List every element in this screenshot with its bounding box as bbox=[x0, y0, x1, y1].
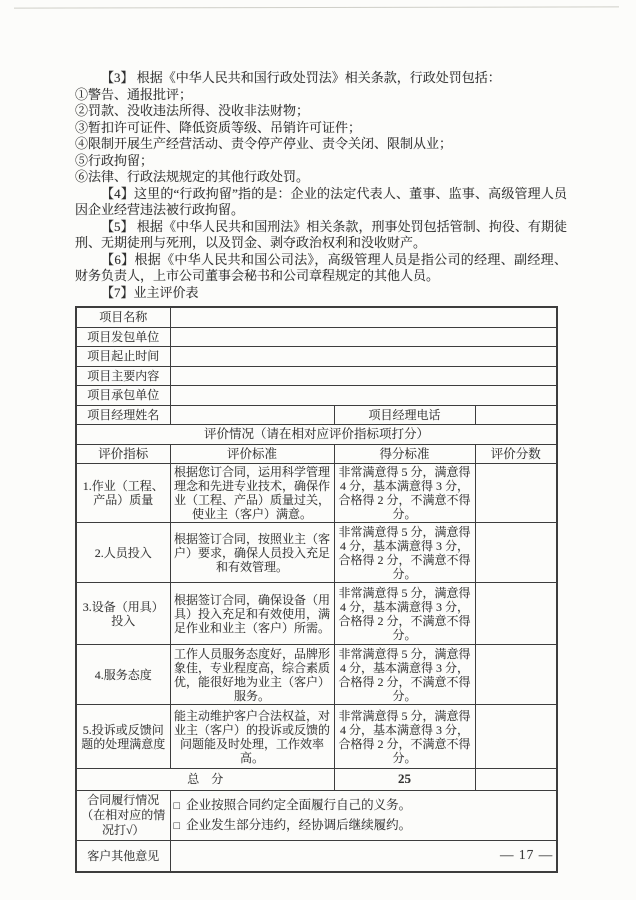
project-contractor-label: 项目承包单位 bbox=[76, 386, 170, 406]
page-number: — 17 — bbox=[500, 847, 554, 862]
scan-artifact-line bbox=[14, 6, 619, 8]
criteria-row-personnel bbox=[76, 523, 557, 583]
performance-option-2-text: 企业发生部分违约，经协调后继续履约。 bbox=[186, 817, 412, 832]
note-item-7-table-title: 【7】业主评价表 bbox=[101, 284, 199, 300]
col-header-score: 评价分数 bbox=[475, 444, 557, 464]
scoring-equipment: 非常满意得 5 分，满意得 4 分，基本满意得 3 分，合格得 2 分，不满意不得分。 bbox=[334, 583, 475, 645]
indicator-service: 4.服务态度 bbox=[76, 645, 170, 705]
score-cell-personnel bbox=[475, 523, 557, 583]
criteria-row-service bbox=[76, 645, 557, 705]
score-cell-equipment bbox=[475, 583, 557, 645]
evaluation-section-title: 评价情况（请在相对应评价指标项打分） bbox=[76, 425, 557, 445]
manager-phone-label: 项目经理电话 bbox=[334, 405, 475, 425]
project-issuer-label: 项目发包单位 bbox=[76, 327, 170, 347]
scoring-personnel: 非常满意得 5 分，满意得 4 分，基本满意得 3 分，合格得 2 分，不满意不得分。 bbox=[334, 523, 475, 583]
indicator-personnel: 2.人员投入 bbox=[76, 523, 170, 583]
project-duration-value bbox=[170, 347, 557, 367]
scoring-complaints: 非常满意得 5 分，满意得 4 分，基本满意得 3 分，合格得 2 分，不满意不得分。 bbox=[334, 705, 475, 769]
penalty-item-5: ⑤行政拘留； bbox=[75, 152, 154, 168]
indicator-quality: 1.作业（工程、产品）质量 bbox=[76, 464, 170, 523]
standard-service: 工作人员服务态度好，品牌形象佳，专业程度高，综合素质优，能很好地为业主（客户）服务。 bbox=[170, 645, 334, 705]
standard-complaints: 能主动维护客户合法权益，对业主（客户）的投诉或反馈的问题能及时处理，工作效率高。 bbox=[170, 705, 334, 769]
manager-row bbox=[76, 405, 557, 425]
table-row bbox=[76, 307, 557, 327]
performance-option-2 bbox=[174, 816, 554, 836]
standard-equipment: 根据签订合同，确保设备（用具）投入充足和有效使用，满足作业和业主（客户）所需。 bbox=[170, 583, 334, 645]
total-score-cell bbox=[475, 769, 557, 791]
owner-evaluation-table bbox=[75, 306, 558, 873]
customer-comments-label: 客户其他意见 bbox=[76, 841, 170, 872]
contract-performance-label: 合同履行情况（在相对应的情况打√） bbox=[76, 791, 170, 841]
scoring-service: 非常满意得 5 分，满意得 4 分，基本满意得 3 分，合格得 2 分，不满意不得分。 bbox=[334, 645, 475, 705]
checkbox-icon: □ bbox=[173, 819, 181, 832]
table-row bbox=[76, 327, 557, 347]
project-name-value bbox=[170, 307, 557, 327]
customer-comments-row bbox=[76, 841, 557, 872]
penalty-item-3: ③暂扣许可证件、降低资质等级、吊销许可证件； bbox=[75, 119, 362, 135]
project-name-label: 项目名称 bbox=[76, 307, 170, 327]
penalty-item-1: ①警告、通报批评； bbox=[75, 86, 193, 102]
manager-phone-value bbox=[475, 405, 557, 425]
score-cell-quality bbox=[475, 464, 557, 523]
performance-option-1-text: 企业按照合同约定全面履行自己的义务。 bbox=[186, 797, 412, 812]
col-header-scoring: 得分标准 bbox=[334, 444, 475, 464]
evaluation-section-header bbox=[76, 425, 557, 445]
criteria-row-complaints bbox=[76, 705, 557, 769]
project-issuer-value bbox=[170, 327, 557, 347]
contract-performance-options bbox=[170, 791, 557, 841]
customer-comments-value bbox=[170, 841, 557, 872]
project-contractor-value bbox=[170, 386, 557, 406]
document-body bbox=[75, 70, 567, 873]
note-item-3: 【3】 根据《中华人民共和国行政处罚法》相关条款，行政处罚包括： bbox=[101, 70, 501, 85]
project-content-label: 项目主要内容 bbox=[76, 366, 170, 386]
penalty-item-4: ④限制开展生产经营活动、责令停产停业、责令关闭、限制从业； bbox=[75, 136, 453, 151]
penalty-item-6: ⑥法律、行政法规规定的其他行政处罚。 bbox=[75, 169, 310, 184]
criteria-row-equipment bbox=[76, 583, 557, 645]
table-row bbox=[76, 366, 557, 386]
project-duration-label: 项目起止时间 bbox=[76, 347, 170, 367]
standard-quality: 根据您订合同，运用科学管理理念和先进专业技术，确保作业（工程、产品）质量过关，使业主（客户）满意。 bbox=[170, 464, 334, 523]
note-item-6: 【6】根据《中华人民共和国公司法》，高级管理人员是指公司的经理、副经理、财务负责人，上市公司董事会秘书和公司章程规定的其他人员。 bbox=[75, 251, 567, 283]
indicator-complaints: 5.投诉或反馈问题的处理满意度 bbox=[76, 705, 170, 769]
project-content-value bbox=[170, 366, 557, 386]
checkbox-icon: □ bbox=[173, 799, 181, 812]
criteria-row-quality bbox=[76, 464, 557, 523]
standard-personnel: 根据签订合同，按照业主（客户）要求，确保人员投入充足和有效管理。 bbox=[170, 523, 334, 583]
penalty-item-2: ②罚款、没收违法所得、没收非法财物； bbox=[75, 103, 310, 118]
score-cell-complaints bbox=[475, 705, 557, 769]
scoring-quality: 非常满意得 5 分，满意得 4 分，基本满意得 3 分，合格得 2 分，不满意不得分。 bbox=[334, 464, 475, 523]
total-score-row bbox=[76, 769, 557, 791]
manager-name-value bbox=[170, 405, 334, 425]
indicator-equipment: 3.设备（用具）投入 bbox=[76, 583, 170, 645]
performance-option-1 bbox=[174, 796, 554, 816]
manager-name-label: 项目经理姓名 bbox=[76, 405, 170, 425]
column-header-row bbox=[76, 444, 557, 464]
score-cell-service bbox=[475, 645, 557, 705]
col-header-standard: 评价标准 bbox=[170, 444, 334, 464]
total-score-label: 总 分 bbox=[76, 769, 334, 791]
table-row bbox=[76, 386, 557, 406]
col-header-indicator: 评价指标 bbox=[76, 444, 170, 464]
note-item-4: 【4】这里的“行政拘留”指的是：企业的法定代表人、董事、监事、高级管理人员因企业经营违法被行政拘留。 bbox=[75, 185, 567, 217]
total-score-value: 25 bbox=[334, 769, 475, 791]
contract-performance-row bbox=[76, 791, 557, 841]
table-row bbox=[76, 347, 557, 367]
note-item-5: 【5】 根据《中华人民共和国刑法》相关条款，刑事处罚包括管制、拘役、有期徒刑、无期徒刑与死刑，以及罚金、剥夺政治权利和没收财产。 bbox=[75, 218, 567, 250]
